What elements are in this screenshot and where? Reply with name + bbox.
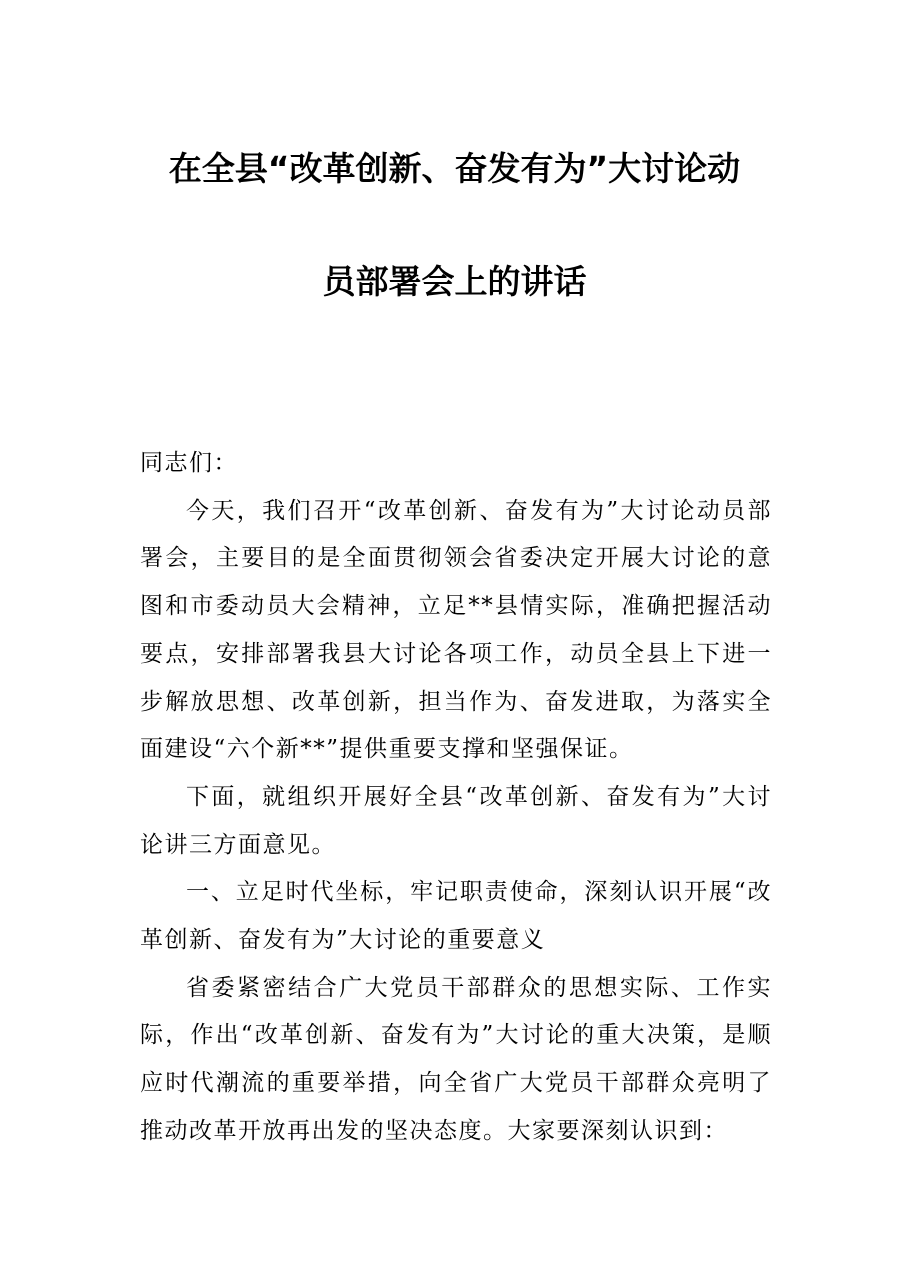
paragraph-outline: 下面，就组织开展好全县“改革创新、奋发有为”大讨论讲三方面意见。: [140, 783, 772, 858]
document-body: [140, 440, 772, 1156]
salutation: 同志们：: [140, 450, 238, 476]
document-title-line-2: 员部署会上的讲话: [322, 262, 587, 301]
document-title-line-1: 在全县“改革创新、奋发有为”大讨论动: [168, 149, 741, 188]
section-heading-1: 一、立足时代坐标，牢记职责使命，深刻认识开展“改革创新、奋发有为”大讨论的重要意义: [140, 879, 772, 954]
paragraph-opening: 今天，我们召开“改革创新、奋发有为”大讨论动员部署会，主要目的是全面贯彻领会省委决定开展大讨论的意图和市委动员大会精神，立足**县情实际，准确把握活动要点，安排部署我县大讨论各项工作，动员全县上下进一步解放思想、改革创新，担当作为、奋发进取，为落实全面建设“六个新**”提供重要支撑和坚强保证。: [140, 497, 772, 763]
paragraph-section-1: 省委紧密结合广大党员干部群众的思想实际、工作实际，作出“改革创新、奋发有为”大讨论的重大决策，是顺应时代潮流的重要举措，向全省广大党员干部群众亮明了推动改革开放再出发的坚决态度。大家要深刻认识到：: [140, 974, 772, 1144]
